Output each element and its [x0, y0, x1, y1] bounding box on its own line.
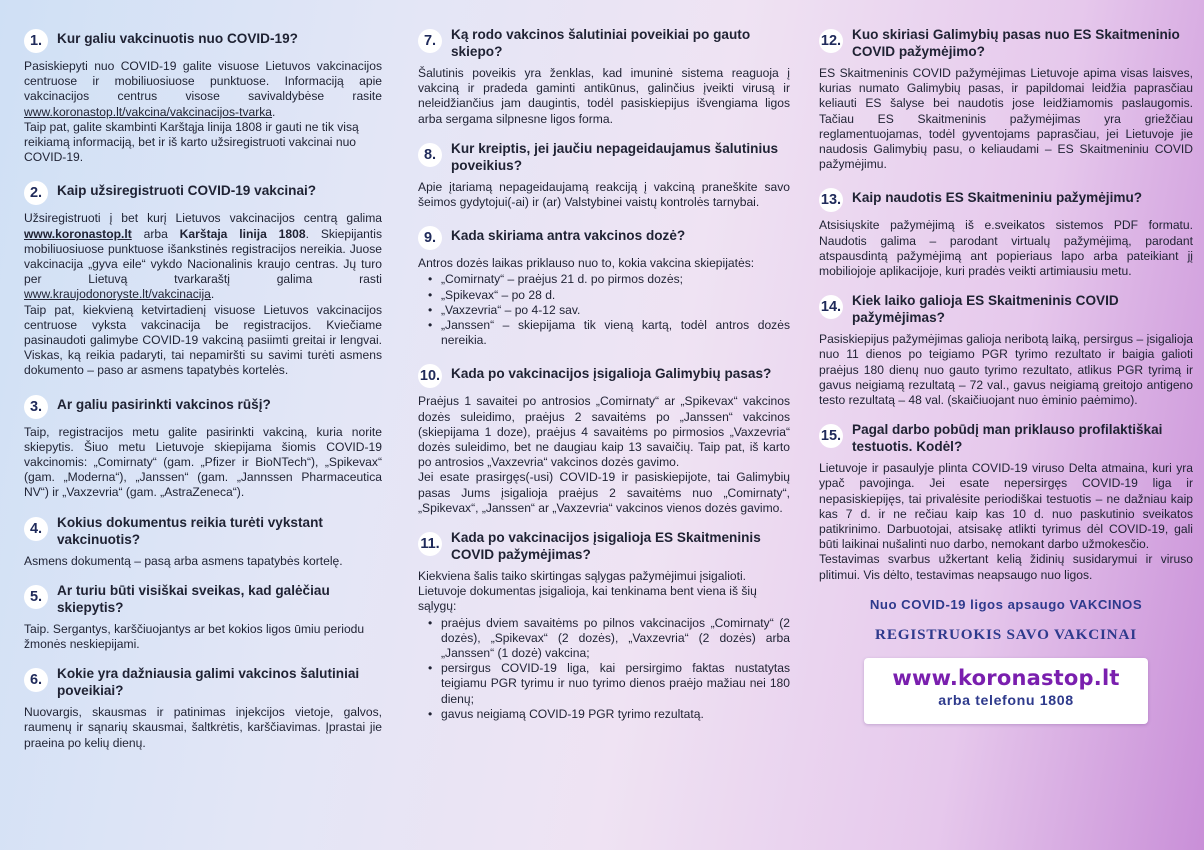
column-2	[418, 26, 790, 735]
faq-item	[819, 292, 1193, 408]
question-title: Kuo skiriasi Galimybių pasas nuo ES Skaitmeninio COVID pažymėjimo?	[852, 27, 1180, 59]
answer-text: Nuovargis, skausmas ir patinimas injekcijos vietoje, galvos, raumenų ir sąnarių skausmai, šaltkrėtis, karščiavimas. Įprastai jie praeina po kelių dienų.	[24, 705, 382, 750]
faq-question	[24, 665, 382, 699]
question-number-badge: 9.	[418, 226, 442, 250]
faq-item	[819, 185, 1193, 279]
answer-text: Asmens dokumentą – pasą arba asmens tapatybės kortelę.	[24, 553, 343, 568]
faq-question	[24, 26, 382, 53]
question-title: Kada skiriama antra vakcinos dozė?	[451, 228, 686, 244]
question-title: Kaip užsiregistruoti COVID-19 vakcinai?	[57, 183, 317, 199]
question-title: Kada po vakcinacijos įsigalioja ES Skaitmeninis COVID pažymėjimas?	[451, 530, 761, 563]
answer-text: Kiekviena šalis taiko skirtingas sąlygas pažymėjimui įsigalioti. Lietuvoje dokumentas įsigalioja, kai tenkinama bent viena iš šių sąlygų: • praėjus dviem savaitėms po pilnos vakcinacijos „Comirnaty“ (2 dozės), „Spikevax“ (2 dozės), „Vaxzevria“ (2 dozės) arba „Janssen“ (1 dozė) vakcina; • persirgus COVID-19 liga, kai persirgimo faktas nustatytas teigiamu PGR tyrimu ir nuo tyrimo dienos praėjo mažiau nei 180 dienų; • gavus neigiamą COVID-19 PGR tyrimo rezultatą.	[418, 569, 790, 722]
question-title: Kada po vakcinacijos įsigalioja Galimybių pasas?	[451, 366, 772, 382]
question-number-badge: 2.	[24, 181, 48, 205]
faq-item	[24, 514, 382, 569]
answer-text: Atsisiųskite pažymėjimą iš e.sveikatos sistemos PDF formatu. Naudotis galima – parodant virtualų pažymėjimą, parodant atspausdintą pažymėjimą ant popieriaus lapo arba pateikiant jį mobiliojoje aplikacijoje, kuri pradės veikti artimiausiu metu.	[819, 218, 1193, 279]
vaccine-slogan: Nuo COVID-19 ligos apsaugo VAKCINOS	[869, 596, 1143, 612]
question-number-badge: 13.	[819, 188, 843, 212]
question-number-badge: 5.	[24, 585, 48, 609]
question-title: Kur kreiptis, jei jaučiu nepageidaujamus šalutinius poveikius?	[451, 140, 779, 173]
question-number-badge: 15.	[819, 424, 843, 448]
question-title: Kokius dokumentus reikia turėti vykstant vakcinuotis?	[57, 514, 323, 547]
website-link[interactable]: www.koronastop.lt	[892, 665, 1120, 690]
faq-item	[24, 392, 382, 501]
faq-item	[24, 665, 382, 751]
faq-item	[24, 582, 382, 652]
question-number-badge: 14.	[819, 295, 843, 319]
answer-text: Antros dozės laikas priklauso nuo to, kokia vakcina skiepijatės: • „Comirnaty“ – praėjus 21 d. po pirmos dozės; • „Spikevax“ – po 28 d. • „Vaxzevria“ – po 4-12 sav. • „Janssen“ – skiepijama tik vieną kartą, todėl antros dozės nereikia.	[418, 256, 790, 348]
faq-question	[24, 392, 382, 419]
answer-text: Lietuvoje ir pasaulyje plinta COVID-19 viruso Delta atmaina, kuri yra ypač pavojinga. Jei esate nepersirgęs COVID-19 liga ir nepasiskiepijęs, tai privalėsite periodiškai testuotis – ne dažniau kaip kas 7 d. ir ne rečiau kaip kas 10 d. nuo paskutinio sveikatos patikrinimo. Darbuotojai, atsisakę atlikti tyrimus dėl COVID-19, gali būti laikinai nušalinti nuo darbo, nemokant darbo užmokesčio. Testavimas svarbus užkertant kelią židinių susidarymui ir viruso plitimui. Vis dėlto, testavimas neapsaugo nuo ligos.	[819, 461, 1193, 582]
faq-item	[418, 140, 790, 210]
faq-item	[418, 26, 790, 127]
faq-question	[418, 140, 790, 174]
answer-text: Pasiskiepijus pažymėjimas galioja neribotą laiką, persirgus – įsigalioja nuo 11 dienos po teigiamo PGR tyrimo rezultato ir baigia galioti praėjus 180 dienų nuo gauto tyrimo rezultato, atlikus PGR tyrimą ir gavus neigiamą rezultatą – 72 val., gavus neigiamą greitojo antigeno testo rezultatą – 48 val. (skaičiuojant nuo ėminio paėmimo).	[819, 332, 1193, 408]
question-number-badge: 10.	[418, 364, 442, 388]
question-title: Ar turiu būti visiškai sveikas, kad galėčiau skiepytis?	[57, 582, 330, 615]
faq-item	[819, 26, 1193, 172]
phone-line: arba telefonu 1808	[938, 692, 1074, 709]
faq-question	[24, 514, 382, 548]
answer-text: ES Skaitmeninis COVID pažymėjimas Lietuvoje apima visas laisves, kurias numato Galimybių pasas, ir papildomai leidžia paprasčiau keliauti ES šalyse bei naudotis jose leidžiamomis paslaugomis. Tačiau ES Skaitmeninis pažymėjimas yra griežčiau reglamentuojamas, todėl gyventojams paprasčiau, jei Lietuvoje jie naudosis Galimybių pasu, o keliaudami – ES Skaitmeniniu COVID pažymėjimu.	[819, 66, 1193, 172]
faq-question	[819, 421, 1193, 455]
answer-text: Taip, registracijos metu galite pasirinkti vakciną, kuria norite skiepytis. Šiuo metu Lietuvoje skiepijama šiomis COVID-19 vakcinomis: „Comirnaty“ (gam. „Pfizer ir BioNTech“), „Spikevax“ (gam. „Moderna“), „Janssen“ (gam. „Jannssen Pharmaceutica NV“) ir „Vaxzevria“ (gam. „AstraZeneca“).	[24, 424, 382, 500]
answer-text: Šalutinis poveikis yra ženklas, kad imuninė sistema reaguoja į vakciną ir pradeda gaminti antikūnus, galinčius įveikti virusą ir neleidžiančius jam daugintis, todėl pasiskiepijus išvengiama ligos arba sergama silpnesne ligos forma.	[418, 66, 790, 126]
question-title: Kaip naudotis ES Skaitmeniniu pažymėjimu?	[852, 190, 1143, 206]
contact-box	[864, 658, 1148, 724]
column-3	[819, 26, 1193, 724]
faq-item	[418, 529, 790, 722]
answer-text: Apie įtariamą nepageidaujamą reakciją į vakciną praneškite savo šeimos gydytojui(-ai) ir (ar) Valstybinei vaistų kontrolės tarnybai.	[418, 179, 790, 210]
column-1	[24, 26, 382, 764]
question-title: Kur galiu vakcinuotis nuo COVID-19?	[57, 31, 298, 46]
faq-item	[24, 178, 382, 378]
question-number-badge: 11.	[418, 532, 442, 556]
faq-question	[819, 185, 1193, 212]
answer-text: Taip. Sergantys, karščiuojantys ar bet kokios ligos ūmiu periodu žmonės neskiepijami.	[24, 621, 365, 652]
question-title: Ar galiu pasirinkti vakcinos rūšį?	[57, 396, 271, 412]
question-number-badge: 3.	[24, 395, 48, 419]
faq-question	[24, 582, 382, 616]
faq-question	[418, 223, 790, 250]
question-title: Kokie yra dažniausia galimi vakcinos šalutiniai poveikiai?	[57, 666, 360, 699]
faq-question	[819, 292, 1193, 326]
answer-text: Praėjus 1 savaitei po antrosios „Comirnaty“ ar „Spikevax“ vakcinos dozės suleidimo, praėjus 2 savaitėms po „Janssen“ vakcinos (skiepijama 1 doze), praėjus 4 savaitėms po pirmosios „Vaxzevria“ dozės suleidimo, bet ne daugiau kaip 13 savaičių. Taip pat, iš karto po antrosios „Vaxzevria“ vakcinos dozės gavimo. Jei esate prasirgęs(-usi) COVID-19 ir pasiskiepijote, tai Galimybių pasas Jums įsigalioja praėjus 2 savaitėms nuo „Comirnaty“, „Spikevax“, „Janssen“ ar „Vaxzevria“ vakcinos vienos dozės gavimo.	[418, 394, 790, 515]
question-title: Pagal darbo pobūdį man priklauso profilaktiškai testuotis. Kodėl?	[852, 422, 1163, 455]
faq-question	[418, 529, 790, 563]
question-number-badge: 6.	[24, 668, 48, 692]
faq-item	[418, 361, 790, 516]
question-number-badge: 8.	[418, 143, 442, 167]
faq-question	[418, 26, 790, 60]
faq-question	[24, 178, 382, 205]
question-number-badge: 12.	[819, 29, 843, 53]
question-number-badge: 4.	[24, 517, 48, 541]
faq-item	[24, 26, 382, 165]
faq-question	[819, 26, 1193, 60]
answer-text: Užsiregistruoti į bet kurį Lietuvos vakcinacijos centrą galima www.koronastop.lt arba Karštaja linija 1808. Skiepijantis mobiliuosiuose punktuose išankstinės registracijos nereikia. Juose vakcinacija „gyva eile“ vykdo Nacionalinis kraujo centras. Jų turo per Lietuvą tvarkaraštį galima rasti www.kraujodonoryste.lt/vakcinacija. Taip pat, kiekvieną ketvirtadienį visuose Lietuvos vakcinacijos centruose vyksta vakcinacija be registracijos. Kviečiame pasinaudoti galimybe COVID-19 vakciną pasiimti greitai ir lengvai. Viskas, ką reikia padaryti, tai nepamiršti su savimi turėti asmens dokumento – paso ar asmens tapatybės kortelės.	[24, 211, 382, 378]
answer-text: Pasiskiepyti nuo COVID-19 galite visuose Lietuvos vakcinacijos centruose ir mobiliuosiuose punktuose. Informaciją apie vakcinacijos centrus visose savivaldybėse rasite www.koronastop.lt/vakcina/vakcinacijos-tvarka. Taip pat, galite skambinti Karštąja linija 1808 ir gauti ne tik visą reikiamą informaciją, bet ir iš karto užsiregistruoti vakcinai nuo COVID-19.	[24, 59, 382, 165]
question-title: Ką rodo vakcinos šalutiniai poveikiai po gauto skiepo?	[451, 27, 751, 59]
faq-item	[418, 223, 790, 348]
question-number-badge: 7.	[418, 29, 442, 53]
register-slogan: REGISTRUOKIS SAVO VAKCINAI	[875, 625, 1137, 643]
faq-item	[819, 421, 1193, 583]
question-number-badge: 1.	[24, 29, 48, 53]
question-title: Kiek laiko galioja ES Skaitmeninis COVID pažymėjimas?	[852, 293, 1119, 326]
faq-question	[418, 361, 790, 388]
